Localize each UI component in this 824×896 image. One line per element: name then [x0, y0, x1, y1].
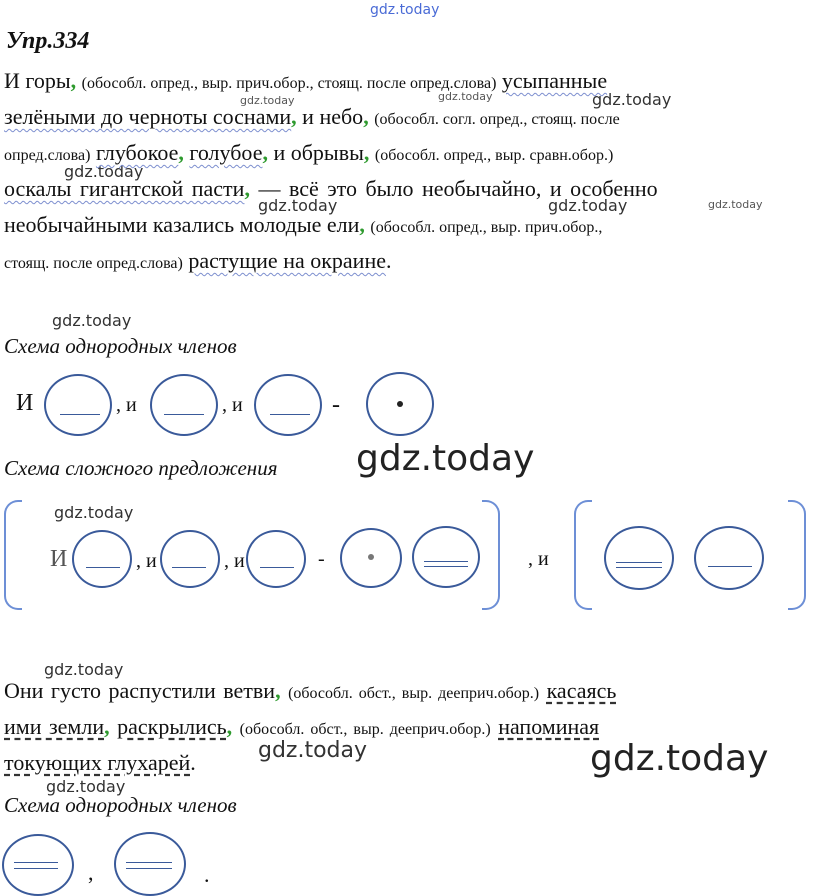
- schema-separator: , и: [116, 394, 137, 416]
- underlined-phrase: голубое: [189, 140, 263, 165]
- schema-underline: [424, 566, 468, 567]
- grammar-note: (обособл. опред., выр. прич.обор., стоящ. после опред.слова): [81, 75, 497, 92]
- schema-word: И: [16, 390, 34, 416]
- comma-mark: ,: [363, 104, 369, 129]
- text-line: [4, 248, 392, 277]
- comma-mark: ,: [262, 140, 268, 165]
- text-line: [4, 68, 607, 97]
- text: Они густо распустили ветви: [4, 678, 276, 703]
- text-line: [4, 176, 658, 202]
- comma-mark: ,: [104, 714, 110, 739]
- schema-dash: -: [318, 548, 325, 570]
- schema-underline: [616, 562, 662, 563]
- text: .: [386, 248, 392, 273]
- underlined-phrase: оскалы гигантской пасти: [4, 176, 245, 201]
- schema-separator: , и: [136, 550, 157, 572]
- underlined-phrase: усыпанные: [501, 68, 608, 93]
- watermark: gdz.today: [548, 196, 628, 215]
- paragraph-2: [4, 678, 820, 778]
- schema-circle: [254, 374, 322, 436]
- watermark: gdz.today: [54, 503, 134, 522]
- schema-underline: [164, 414, 204, 415]
- text: и обрывы: [273, 140, 364, 165]
- schema-dash: -: [332, 392, 340, 418]
- text-line: [4, 678, 616, 707]
- comma-mark: ,: [291, 104, 297, 129]
- grammar-note: (обособл. обст., выр. дееприч.обор.): [239, 721, 491, 738]
- schema-underline: [14, 862, 58, 863]
- watermark: gdz.today: [590, 738, 769, 779]
- bracket-right: [482, 500, 500, 610]
- text: — всё это было необычайно, и особенно: [258, 176, 658, 201]
- exercise-title: Упр.334: [6, 28, 90, 54]
- schema-separator: , и: [222, 394, 243, 416]
- schema-circle: [114, 832, 186, 896]
- schema-heading: Схема однородных членов: [4, 793, 237, 817]
- schema-circle: [160, 530, 220, 588]
- text-line: [4, 714, 599, 743]
- schema-circle: [2, 834, 74, 896]
- schema-word: И: [50, 546, 68, 572]
- text-line: [4, 140, 613, 169]
- text: необычайными казались молодые ели: [4, 212, 360, 237]
- text: И горы: [4, 68, 71, 93]
- schema-underline: [172, 567, 206, 568]
- schema-heading: Схема сложного предложения: [4, 456, 278, 480]
- watermark: gdz.today: [258, 738, 368, 763]
- watermark: gdz.today: [46, 777, 126, 796]
- watermark: gdz.today: [64, 162, 144, 181]
- schema-heading: Схема однородных членов: [4, 334, 237, 358]
- schema-separator: , и: [528, 548, 549, 570]
- schema-underline: [616, 567, 662, 568]
- grammar-note: (обособл. опред., выр. сравн.обор.): [374, 147, 614, 164]
- schema-circle: [604, 526, 674, 590]
- underlined-phrase: глубокое: [95, 140, 179, 165]
- schema-dot: [368, 554, 374, 560]
- schema-underline: [60, 414, 100, 415]
- watermark: gdz.today: [356, 438, 535, 479]
- schema-underline: [126, 868, 172, 869]
- underlined-phrase: зелёными до черноты соснами: [4, 104, 292, 129]
- schema-circle: [44, 374, 112, 436]
- text-line: [4, 212, 602, 241]
- comma-mark: ,: [363, 140, 370, 165]
- underlined-phrase: токующих глухарей: [4, 750, 191, 775]
- watermark: gdz.today: [592, 90, 672, 109]
- bracket-left: [4, 500, 22, 610]
- underlined-phrase: напоминая: [498, 714, 600, 739]
- schema-end: .: [204, 862, 210, 887]
- grammar-note: опред.слова): [4, 147, 91, 164]
- comma-mark: ,: [226, 714, 233, 739]
- schema-circle: [694, 526, 764, 590]
- comma-mark: ,: [178, 140, 184, 165]
- comma-mark: ,: [244, 176, 250, 201]
- schema-circle: [412, 526, 480, 588]
- watermark: gdz.today: [44, 660, 124, 679]
- grammar-note: (обособл. обст., выр. дееприч.обор.): [288, 685, 540, 702]
- underlined-phrase: касаясь: [546, 678, 617, 703]
- watermark: gdz.today: [258, 196, 338, 215]
- paragraph-1: [4, 68, 820, 278]
- schema-separator: ,: [88, 860, 94, 885]
- underlined-phrase: раскрылись: [117, 714, 227, 739]
- watermark: gdz.today: [240, 94, 295, 107]
- schema-dot: [397, 401, 403, 407]
- schema-circle: [72, 530, 132, 588]
- schema-circle: [150, 374, 218, 436]
- schema-underline: [14, 868, 58, 869]
- bracket-left: [574, 500, 592, 610]
- text: и небо: [302, 104, 364, 129]
- comma-mark: ,: [359, 212, 365, 237]
- grammar-note: стоящ. после опред.слова): [4, 255, 183, 272]
- schema-underline: [260, 567, 294, 568]
- schema-underline: [270, 414, 310, 415]
- watermark-top: gdz.today: [370, 2, 440, 18]
- watermark: gdz.today: [438, 90, 493, 103]
- schema-underline: [708, 566, 752, 567]
- schema-underline: [86, 567, 120, 568]
- schema-underline: [424, 561, 468, 562]
- schema-underline: [126, 862, 172, 863]
- comma-mark: ,: [70, 68, 77, 93]
- bracket-right: [788, 500, 806, 610]
- comma-mark: ,: [275, 678, 281, 703]
- watermark: gdz.today: [52, 311, 132, 330]
- watermark: gdz.today: [708, 198, 763, 211]
- text: .: [190, 750, 196, 775]
- underlined-phrase: растущие на окраине: [188, 248, 386, 273]
- schema-separator: , и: [224, 550, 245, 572]
- schema-circle: [246, 530, 306, 588]
- text-line: [4, 104, 620, 133]
- grammar-note: (обособл. согл. опред., стоящ. после: [374, 111, 620, 128]
- text-line: [4, 750, 196, 776]
- underlined-phrase: ими земли: [4, 714, 105, 739]
- grammar-note: (обособл. опред., выр. прич.обор.,: [370, 219, 603, 236]
